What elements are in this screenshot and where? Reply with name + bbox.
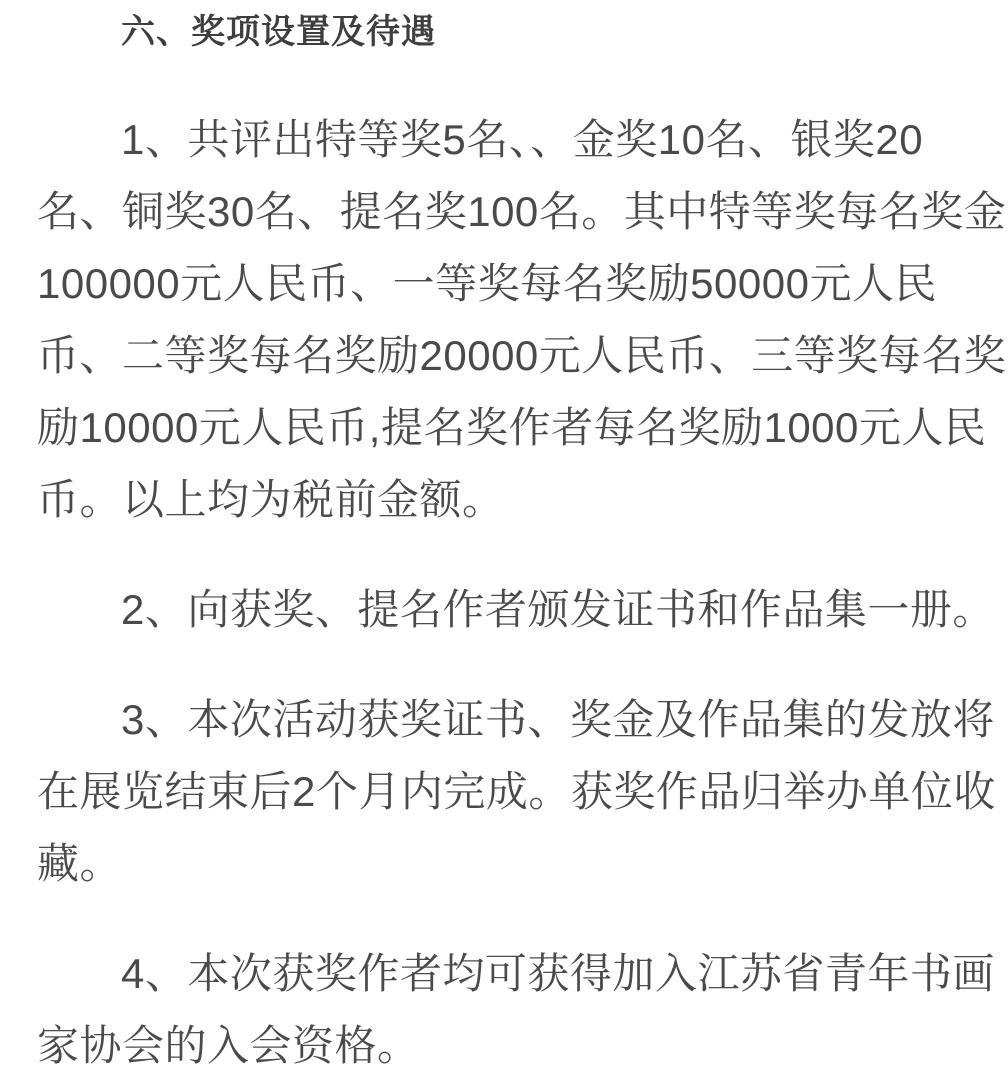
- paragraph-line: 藏。: [37, 840, 123, 887]
- paragraph: [37, 574, 995, 646]
- section-title: 六、奖项设置及待遇: [121, 13, 436, 51]
- paragraph-line: 100000元人民币、一等奖每名奖励50000元人民: [37, 260, 937, 307]
- paragraph-line: 名、铜奖30名、提名奖100名。其中特等奖每名奖金: [37, 188, 1007, 235]
- paragraph: [37, 104, 1007, 536]
- paragraph-line: 励10000元人民币,提名奖作者每名奖励1000元人民: [37, 404, 987, 451]
- paragraph-line: 币、二等奖每名奖励20000元人民币、三等奖每名奖: [37, 332, 1007, 379]
- paragraphs: [37, 104, 1007, 1082]
- paragraph: [37, 938, 995, 1082]
- paragraph-line: 家协会的入会资格。: [37, 1022, 420, 1069]
- paragraph-line: 3、本次活动获奖证书、奖金及作品集的发放将: [121, 696, 995, 743]
- paragraph-line: 币。以上均为税前金额。: [37, 476, 505, 523]
- paragraph-line: 4、本次获奖作者均可获得加入江苏省青年书画: [121, 950, 995, 997]
- paragraph-line: 在展览结束后2个月内完成。获奖作品归举办单位收: [37, 768, 996, 815]
- paragraph: [37, 684, 996, 900]
- paragraph-line: 2、向获奖、提名作者颁发证书和作品集一册。: [121, 586, 995, 633]
- paragraph-line: 1、共评出特等奖5名、、金奖10名、银奖20: [121, 116, 924, 163]
